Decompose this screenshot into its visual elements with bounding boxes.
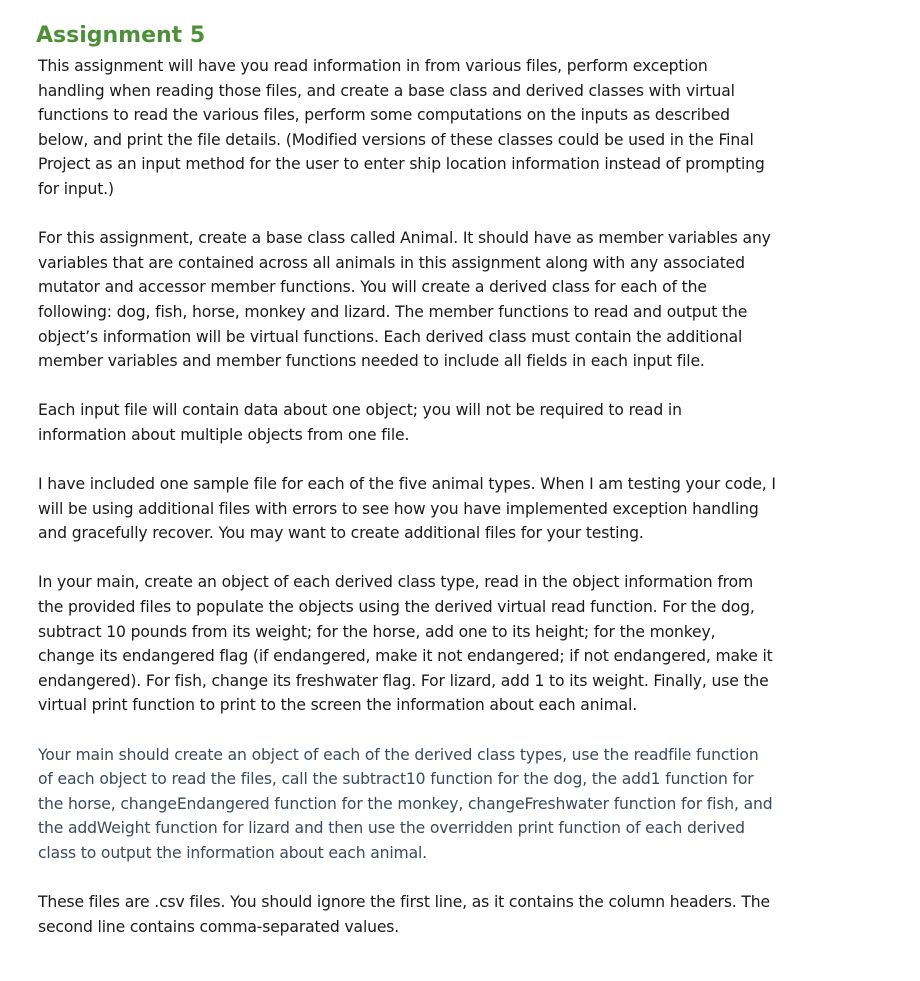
paragraph-csv: These files are .csv files. You should ignore the first line, as it contains the column headers. The second line contains comma-separated values.: [38, 893, 770, 936]
paragraph-main: In your main, create an object of each derived class type, read in the object information from the provided files to populate the objects using the derived virtual read function. For the dog, subtract 10 pounds from its weight; for the horse, add one to its height; for the monkey, change its endangered flag (if endangered, make it not endangered; if not endangered, make it endangered). For fish, change its freshwater flag. For lizard, add 1 to its weight. Finally, use the virtual print function to print to the screen the information about each animal.: [38, 573, 773, 715]
paragraph-intro: This assignment will have you read information in from various files, perform exception handling when reading those files, and create a base class and derived classes with virtual functions to read the various files, perform some computations on the inputs as described below, and print the file details. (Modified versions of these classes could be used in the Final Project as an input method for the user to enter ship location information instead of prompting for input.): [38, 57, 765, 198]
paragraph-base-class: For this assignment, create a base class called Animal. It should have as member variables any variables that are contained across all animals in this assignment along with any associated mutator and accessor member functions. You will create a derived class for each of the following: dog, fish, horse, monkey and lizard. The member functions to read and output the object’s information will be virtual functions. Each derived class must contain the additional member variables and member functions needed to include all fields in each input file.: [38, 229, 771, 371]
paragraph-main-summary: Your main should create an object of each of the derived class types, use the readfile function of each object to read the files, call the subtract10 function for the dog, the add1 function for the horse, changeEndangered function for the monkey, changeFreshwater function for fish, and the addWeight function for lizard and then use the overridden print function of each derived class to output the information about each animal.: [38, 745, 773, 862]
paragraph-spacer: [38, 202, 908, 227]
paragraph-spacer: [38, 374, 908, 399]
paragraph-spacer: [38, 448, 908, 473]
paragraph-spacer: [38, 866, 908, 891]
document-title: Assignment 5: [36, 23, 206, 48]
paragraph-spacer: [38, 718, 908, 743]
paragraph-input-file: Each input file will contain data about one object; you will not be required to read in information about multiple objects from one file.: [38, 401, 682, 444]
document-page: [38, 20, 908, 939]
paragraph-spacer: [38, 546, 908, 571]
paragraph-sample-files: I have included one sample file for each of the five animal types. When I am testing your code, I will be using additional files with errors to see how you have implemented exception handling and gracefully recover. You may want to create additional files for your testing.: [38, 475, 776, 543]
